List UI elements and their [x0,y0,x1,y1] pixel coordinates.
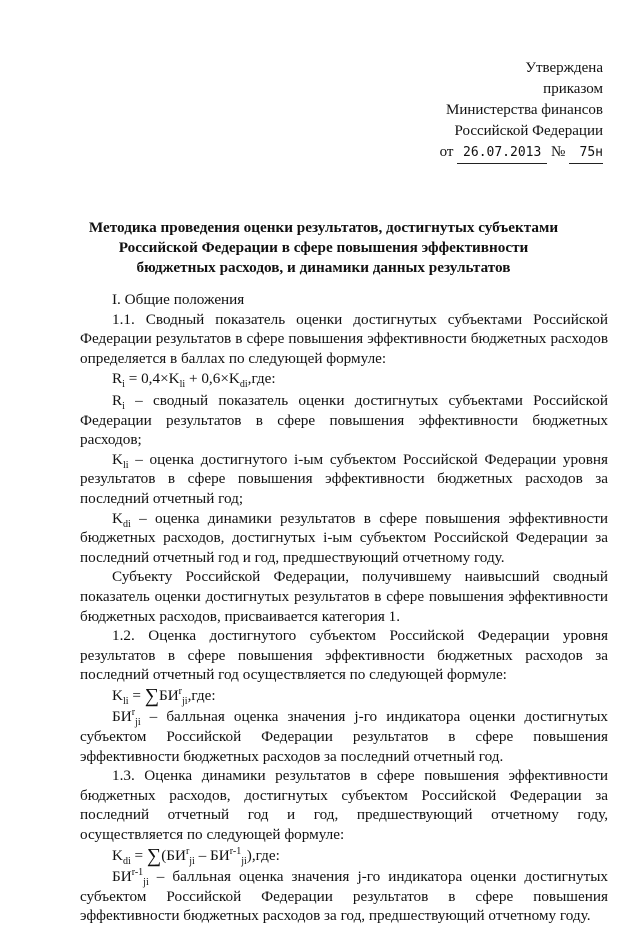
definition-kli [80,450,608,509]
document-body [80,290,608,926]
symbol-kli: $K_{li}$ [112,450,129,471]
formula-3 [80,846,608,866]
formula-1 [80,369,608,389]
approval-stamp [440,58,603,164]
symbol-r: $R_i$ [112,391,125,412]
formula-3-expression: $K_{di} = \sum(БИ^r_{ji} - БИ^{r-1}_{ji})$ [112,844,252,867]
section-heading: I. Общие положения [112,291,245,308]
definition-kli-text: – оценка достигнутого i-ым субъектом Российской Федерации уровня результатов в сфере повышения эффективности бюджетных расходов за последний отчетный год; [80,450,608,507]
symbol-bi: $БИ^r_{ji}$ [112,707,141,729]
paragraph-category: Субъекту Российской Федерации, получившему наивысший сводный показатель оценки достигнутых результатов в сфере повышения эффективности бюджетных расходов, присваивается категория 1. [80,568,608,625]
symbol-kdi: $K_{di}$ [112,509,131,530]
approval-number: 75н [569,142,603,164]
definition-bi-text: – балльная оценка значения j-го индикатора оценки достигнутых субъектом Российской Федерации результатов в сфере повышения эффективности бюджетных расходов за последний отчетный год. [80,708,608,765]
paragraph-1-3: 1.3. Оценка динамики результатов в сфере повышения эффективности бюджетных расходов, достигнутых субъектом Российской Федерации за последний отчетный год и год, предшествующий отчетному году, осуществляется по следующей формуле: [80,767,608,844]
formula-3-tail: ,где: [251,846,280,864]
paragraph-1-2: 1.2. Оценка достигнутого субъектом Российской Федерации уровня результатов в сфере повышения эффективности бюджетных расходов за последний отчетный год осуществляется по следующей формуле: [80,627,608,684]
approval-date: 26.07.2013 [457,142,547,164]
formula-1-expression: $R_i = 0,4\times K_{li} + 0,6\times K_{di}$ [112,370,248,391]
formula-2-tail: ,где: [187,686,216,704]
symbol-bi-prev: $БИ^{r-1}_{ji}$ [112,867,149,889]
approval-line: Российской Федерации [454,123,603,139]
from-label: от [439,144,454,160]
definition-kdi-text: – оценка динамики результатов в сфере повышения эффективности бюджетных расходов, достигнутых i-ым субъектом Российской Федерации за последний отчетный год и год, предшествующий отчетному году. [80,509,608,566]
definition-bi-prev [80,867,608,926]
paragraph-1-1: 1.1. Сводный показатель оценки достигнутых субъектами Российской Федерации результатов в сфере повышения эффективности бюджетных расходов определяется в баллах по следующей формуле: [80,310,608,367]
definition-r-text: – сводный показатель оценки достигнутых субъектами Российской Федерации результатов в сфере повышения эффективности бюджетных расходов; [80,391,608,449]
definition-kdi [80,509,608,568]
definition-bi-prev-text: – балльная оценка значения j-го индикатора оценки достигнутых субъектом Российской Федерации результатов в сфере повышения эффективности бюджетных расходов за год, предшествующий отчетному году. [80,868,608,925]
definition-bi [80,707,608,766]
approval-line: приказом [543,81,603,97]
number-label: № [550,144,566,160]
approval-line: Утверждена [525,60,603,76]
formula-2-expression: $K_{li} = \sum БИ^r_{ji}$ [112,684,188,707]
formula-2 [80,686,608,706]
approval-line: Министерства финансов [446,102,603,118]
formula-1-tail: ,где: [247,370,276,388]
approval-date-line [440,142,603,164]
document-title: Методика проведения оценки результатов, достигнутых субъектами Российской Федерации в сфере повышения эффективности бюджетных расходов, и динамики данных результатов [88,219,559,276]
definition-r [80,391,608,450]
